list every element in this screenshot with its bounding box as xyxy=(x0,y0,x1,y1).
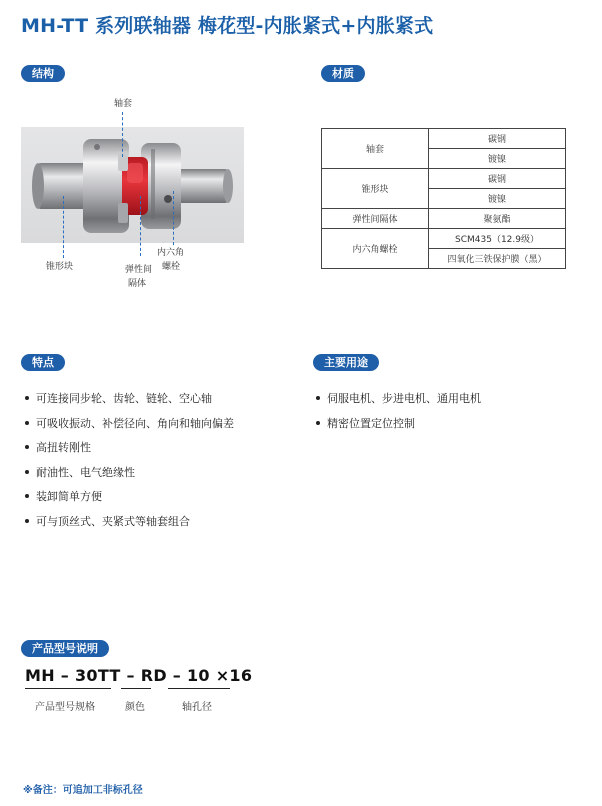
left-shaft-end xyxy=(32,163,44,209)
table-cell-material: 镀镍 xyxy=(429,189,566,209)
footnote: ※备注：可追加工非标孔径 xyxy=(23,785,143,796)
hub-slot xyxy=(151,149,155,219)
model-separator: – xyxy=(60,666,70,685)
table-cell-material: 碳钢 xyxy=(429,129,566,149)
bullet-icon xyxy=(25,396,29,400)
list-item: 可连接同步轮、齿轮、链轮、空心轴 xyxy=(25,387,234,412)
bullet-icon xyxy=(25,421,29,425)
model-series: MH xyxy=(25,666,55,685)
model-separator: – xyxy=(172,666,182,685)
table-cell-material: 四氧化三铁保护膜（黑） xyxy=(429,249,566,269)
section-material-label: 材质 xyxy=(321,65,365,82)
bullet-icon xyxy=(316,421,320,425)
list-item: 可与顶丝式、夹紧式等轴套组合 xyxy=(25,510,234,535)
underline-bore xyxy=(168,688,230,689)
label-spacer-line2: 隔体 xyxy=(128,279,147,289)
label-bolt-line2: 螺栓 xyxy=(162,262,181,272)
coupling-illustration xyxy=(21,127,244,243)
label-bolt-line1: 内六角 xyxy=(157,248,185,258)
label-shaft-sleeve: 轴套 xyxy=(114,99,133,109)
table-row xyxy=(322,169,566,189)
table-row xyxy=(322,209,566,229)
model-bore: 10 ×16 xyxy=(186,666,253,685)
list-item: 伺服电机、步进电机、通用电机 xyxy=(316,387,481,412)
table-cell-material: SCM435（12.9级） xyxy=(429,229,566,249)
jaw-upper xyxy=(118,151,128,171)
leader-bolt xyxy=(173,191,174,245)
leader-shaft-sleeve xyxy=(122,112,123,157)
underline-color xyxy=(121,688,151,689)
leader-spacer xyxy=(140,196,141,256)
table-cell-material: 碳钢 xyxy=(429,169,566,189)
model-size: 30TT xyxy=(74,666,121,685)
bullet-icon xyxy=(316,396,320,400)
bolt-head xyxy=(164,195,172,203)
table-cell-part: 内六角螺栓 xyxy=(322,229,429,269)
table-cell-part: 锥形块 xyxy=(322,169,429,209)
bullet-icon xyxy=(25,445,29,449)
model-separator: – xyxy=(126,666,135,685)
table-cell-part: 弹性间隔体 xyxy=(322,209,429,229)
table-row xyxy=(322,129,566,149)
bullet-icon xyxy=(25,470,29,474)
model-color: RD xyxy=(140,666,167,685)
section-structure-label: 结构 xyxy=(21,65,65,82)
model-label-color: 颜色 xyxy=(125,702,145,713)
underline-spec xyxy=(25,688,111,689)
features-list xyxy=(25,387,234,535)
leader-cone-block xyxy=(63,196,64,258)
list-item: 精密位置定位控制 xyxy=(316,412,481,437)
section-features-label: 特点 xyxy=(21,354,65,371)
list-item: 可吸收振动、补偿径向、角向和轴向偏差 xyxy=(25,412,234,437)
label-spacer-line1: 弹性间 xyxy=(125,265,153,275)
bullet-icon xyxy=(25,494,29,498)
jaw-lower xyxy=(118,203,128,223)
list-item: 高扭转刚性 xyxy=(25,436,234,461)
material-table xyxy=(321,128,566,269)
section-uses-label: 主要用途 xyxy=(313,354,379,371)
table-cell-part: 轴套 xyxy=(322,129,429,169)
table-row xyxy=(322,229,566,249)
page-title: MH-TT 系列联轴器 梅花型-内胀紧式+内胀紧式 xyxy=(21,15,434,37)
section-model-label: 产品型号说明 xyxy=(21,640,109,657)
bullet-icon xyxy=(25,519,29,523)
list-item: 装卸简单方便 xyxy=(25,485,234,510)
uses-list xyxy=(316,387,481,436)
model-code xyxy=(25,666,252,685)
model-label-spec: 产品型号规格 xyxy=(35,702,95,713)
label-cone-block: 锥形块 xyxy=(46,262,74,272)
model-label-bore: 轴孔径 xyxy=(182,702,212,713)
list-item: 耐油性、电气绝缘性 xyxy=(25,461,234,486)
product-photo xyxy=(21,127,244,243)
table-cell-material: 聚氨酯 xyxy=(429,209,566,229)
table-cell-material: 镀镍 xyxy=(429,149,566,169)
right-shaft-end xyxy=(223,169,233,203)
